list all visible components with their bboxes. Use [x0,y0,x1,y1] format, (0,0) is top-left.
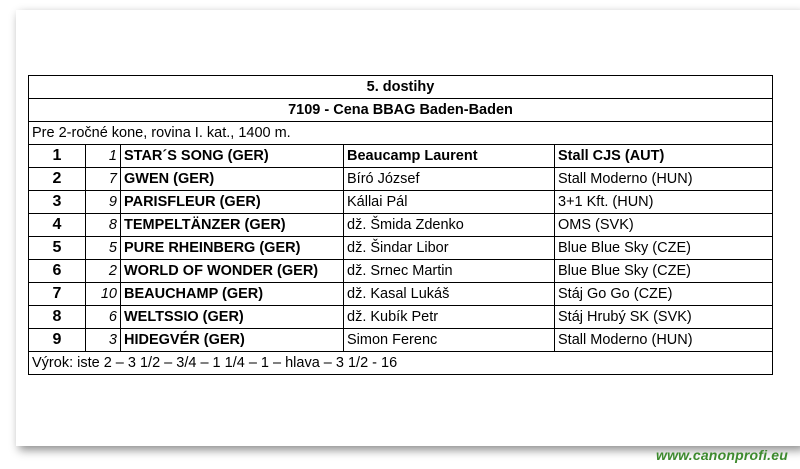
jockey-name: dž. Kubík Petr [344,306,555,329]
finish-position: 9 [29,329,86,352]
start-number: 6 [86,306,121,329]
race-name: 7109 - Cena BBAG Baden-Baden [29,99,773,122]
race-conditions: Pre 2-ročné kone, rovina I. kat., 1400 m. [29,122,773,145]
jockey-name: Simon Ferenc [344,329,555,352]
winner-row [29,145,773,168]
finish-position: 1 [29,145,86,168]
stable-name: 3+1 Kft. (HUN) [555,191,773,214]
finish-position: 2 [29,168,86,191]
race-conditions-row [29,122,773,145]
horse-name: TEMPELTÄNZER (GER) [121,214,344,237]
watermark: www.canonprofi.eu [656,447,788,463]
stable-name: Stall Moderno (HUN) [555,168,773,191]
stable-name: Stall Moderno (HUN) [555,329,773,352]
start-number: 8 [86,214,121,237]
jockey-name: dž. Šindar Libor [344,237,555,260]
table-row [29,283,773,306]
finish-position: 5 [29,237,86,260]
start-number: 7 [86,168,121,191]
horse-name: HIDEGVÉR (GER) [121,329,344,352]
horse-name: BEAUCHAMP (GER) [121,283,344,306]
start-number: 10 [86,283,121,306]
jockey-name: Bíró József [344,168,555,191]
finish-position: 7 [29,283,86,306]
stable-name: OMS (SVK) [555,214,773,237]
table-row [29,214,773,237]
jockey-name: Beaucamp Laurent [344,145,555,168]
start-number: 5 [86,237,121,260]
table-row [29,237,773,260]
table-row [29,329,773,352]
race-title: 5. dostihy [29,76,773,99]
start-number: 1 [86,145,121,168]
verdict-row [29,352,773,375]
jockey-name: dž. Šmida Zdenko [344,214,555,237]
horse-name: GWEN (GER) [121,168,344,191]
start-number: 2 [86,260,121,283]
table-row [29,306,773,329]
jockey-name: Kállai Pál [344,191,555,214]
start-number: 3 [86,329,121,352]
start-number: 9 [86,191,121,214]
jockey-name: dž. Srnec Martin [344,260,555,283]
stable-name: Blue Blue Sky (CZE) [555,237,773,260]
finish-position: 3 [29,191,86,214]
finish-position: 8 [29,306,86,329]
verdict-text: Výrok: iste 2 – 3 1/2 – 3/4 – 1 1/4 – 1 – hlava – 3 1/2 - 16 [29,352,773,375]
finish-position: 6 [29,260,86,283]
stable-name: Stáj Go Go (CZE) [555,283,773,306]
race-results-table [28,75,773,375]
horse-name: PURE RHEINBERG (GER) [121,237,344,260]
table-row [29,191,773,214]
table-row [29,168,773,191]
horse-name: PARISFLEUR (GER) [121,191,344,214]
stable-name: Stall CJS (AUT) [555,145,773,168]
horse-name: STAR´S SONG (GER) [121,145,344,168]
stable-name: Stáj Hrubý SK (SVK) [555,306,773,329]
results-body [29,76,773,375]
stable-name: Blue Blue Sky (CZE) [555,260,773,283]
horse-name: WORLD OF WONDER (GER) [121,260,344,283]
table-row [29,260,773,283]
jockey-name: dž. Kasal Lukáš [344,283,555,306]
horse-name: WELTSSIO (GER) [121,306,344,329]
race-title-row [29,76,773,99]
race-name-row [29,99,773,122]
finish-position: 4 [29,214,86,237]
